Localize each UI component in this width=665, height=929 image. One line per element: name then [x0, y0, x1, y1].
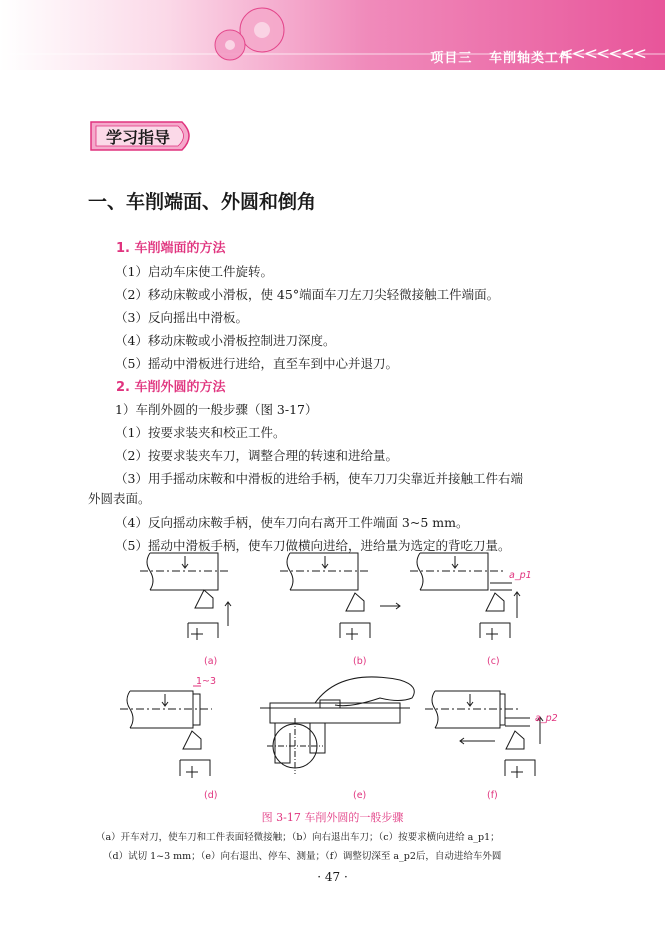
figure-3-17: [100, 548, 580, 810]
text-line: （4）移动床鞍或小滑板控制进刀深度。: [115, 333, 336, 348]
figure-note: （d）试切 1~3 mm；（e）向右退出、停车、测量；（f）调整切深至 a_p2后，自动进给车外圆: [103, 851, 502, 862]
text-line: （1）启动车床使工件旋转。: [115, 264, 273, 279]
page-number: · 47 ·: [317, 870, 348, 884]
text-line: 1）车削外圆的一般步骤（图 3-17）: [115, 402, 318, 417]
chevron-left-icon: <<<<<<<: [559, 44, 645, 64]
subfig-label: (b): [353, 656, 367, 667]
text-line: （1）按要求装夹和校正工件。: [115, 425, 286, 440]
header-title: 项目三 车削轴类工件: [430, 51, 573, 66]
diagram-d: [120, 686, 212, 778]
subfig-label: (a): [204, 656, 218, 667]
subfig-label: (d): [204, 790, 218, 801]
badge-label: 学习指导: [106, 128, 171, 147]
dim-ap2: a_p2: [535, 713, 558, 724]
text-line: （5）摇动中滑板手柄，使车刀做横向进给，进给量为选定的背吃刀量。: [115, 538, 511, 553]
figure-note: （a）开车对刀，使车刀和工件表面轻微接触；（b）向右退出车刀；（c）按要求横向进给 a_p1；: [96, 832, 500, 843]
diagram-f: [425, 691, 543, 778]
text-line: （5）摇动中滑板进行进给，直至车到中心并退刀。: [115, 356, 398, 371]
text-line: （3）反向摇出中滑板。: [115, 310, 248, 325]
diagram-c: [410, 553, 520, 640]
subfig-label: (c): [487, 656, 500, 667]
subfig-label: (f): [487, 790, 498, 801]
text-line: （2）按要求装夹车刀，调整合理的转速和进给量。: [115, 448, 398, 463]
section-title: 一、车削端面、外圆和倒角: [88, 191, 317, 213]
dim-1-3: 1~3: [196, 676, 217, 687]
page-header: [0, 0, 665, 70]
dim-ap1: a_p1: [509, 570, 532, 581]
text-line: 外圆表面。: [88, 491, 151, 506]
subfig-label: (e): [353, 790, 367, 801]
diagram-e: [260, 677, 414, 774]
text-line: （4）反向摇动床鞍手柄，使车刀向右离开工件端面 3~5 mm。: [115, 515, 469, 530]
figure-caption: 图 3-17 车削外圆的一般步骤: [261, 811, 404, 824]
text-line: （3）用手摇动床鞍和中滑板的进给手柄，使车刀刀尖靠近并接触工件右端: [115, 471, 523, 486]
diagram-b: [280, 553, 400, 640]
diagram-a: [140, 553, 231, 640]
subsection-heading: 2. 车削外圆的方法: [116, 380, 226, 395]
subsection-heading: 1. 车削端面的方法: [116, 241, 226, 256]
text-line: （2）移动床鞍或小滑板，使 45°端面车刀左刀尖轻微接触工件端面。: [115, 287, 500, 302]
